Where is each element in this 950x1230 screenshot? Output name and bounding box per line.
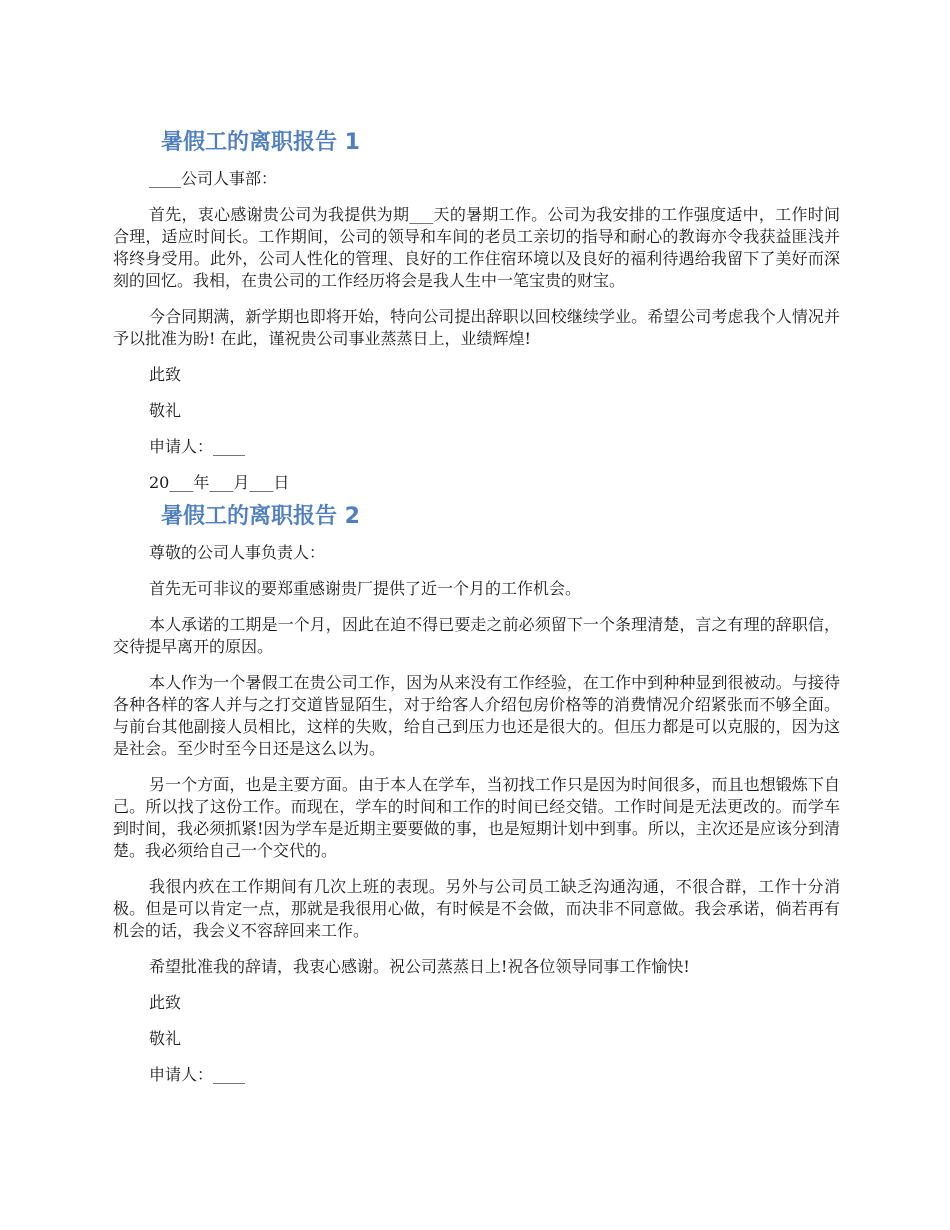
body-paragraph: 首先无可非议的要郑重感谢贵厂提供了近一个月的工作机会。 [149,579,582,598]
body-paragraph: 本人承诺的工期是一个月，因此在迫不得已要走之前必须留下一个条理清楚，言之有理的辞职信，交待提早离开的原因。 [113,615,840,656]
closing-line: 此致 [149,365,182,384]
section-1 [113,126,840,494]
section-title: 暑假工的离职报告 1 [161,130,360,155]
date-line: 20___年___月___日 [149,473,290,492]
salutation: 尊敬的公司人事负责人： [149,543,326,562]
signature-line: 申请人：____ [149,1065,246,1084]
body-paragraph: 本人作为一个暑假工在贵公司工作，因为从来没有工作经验，在工作中到种种显到很被动。与接待各种各样的客人并与之打交道皆显陌生，对于给客人介绍包房价格等的消费情况介绍紧张而不够全面。与前台其他副接人员相比，这样的失败，给自己到压力也还是很大的。但压力都是可以克服的，因为这是社会。至少时至今日还是这么以为。 [113,673,840,758]
body-paragraph: 我很内疚在工作期间有几次上班的表现。另外与公司员工缺乏沟通沟通，不很合群，工作十分消极。但是可以肯定一点，那就是我很用心做，有时候是不会做，而决非不同意做。我会承诺，倘若再有机会的话，我会义不容辞回来工作。 [113,877,840,940]
body-paragraph: 今合同期满，新学期也即将开始，特向公司提出辞职以回校继续学业。希望公司考虑我个人情况并予以批准为盼! 在此，谨祝贵公司事业蒸蒸日上，业绩辉煌! [113,307,840,348]
section-2 [113,500,840,1086]
closing-line: 敬礼 [149,401,182,420]
body-paragraph: 另一个方面，也是主要方面。由于本人在学车，当初找工作只是因为时间很多，而且也想锻炼下自己。所以找了这份工作。而现在，学车的时间和工作的时间已经交错。工作时间是无法更改的。而学车到时间，我必须抓紧!因为学车是近期主要要做的事，也是短期计划中到事。所以，主次还是应该分到清楚。我必须给自己一个交代的。 [113,775,840,860]
closing-line: 敬礼 [149,1029,182,1048]
closing-line: 此致 [149,993,182,1012]
section-title: 暑假工的离职报告 2 [161,504,360,529]
body-paragraph: 首先，衷心感谢贵公司为我提供为期___天的暑期工作。公司为我安排的工作强度适中，工作时间合理，适应时间长。工作期间，公司的领导和车间的老员工亲切的指导和耐心的教诲亦令我获益匪浅并将终身受用。此外，公司人性化的管理、良好的工作住宿环境以及良好的福利待遇给我留下了美好而深刻的回忆。我相，在贵公司的工作经历将会是我人生中一笔宝贵的财宝。 [113,205,840,290]
salutation: ____公司人事部： [149,169,278,188]
signature-line: 申请人：____ [149,437,246,456]
body-paragraph: 希望批准我的辞请，我衷心感谢。祝公司蒸蒸日上!祝各位领导同事工作愉快! [149,957,690,976]
